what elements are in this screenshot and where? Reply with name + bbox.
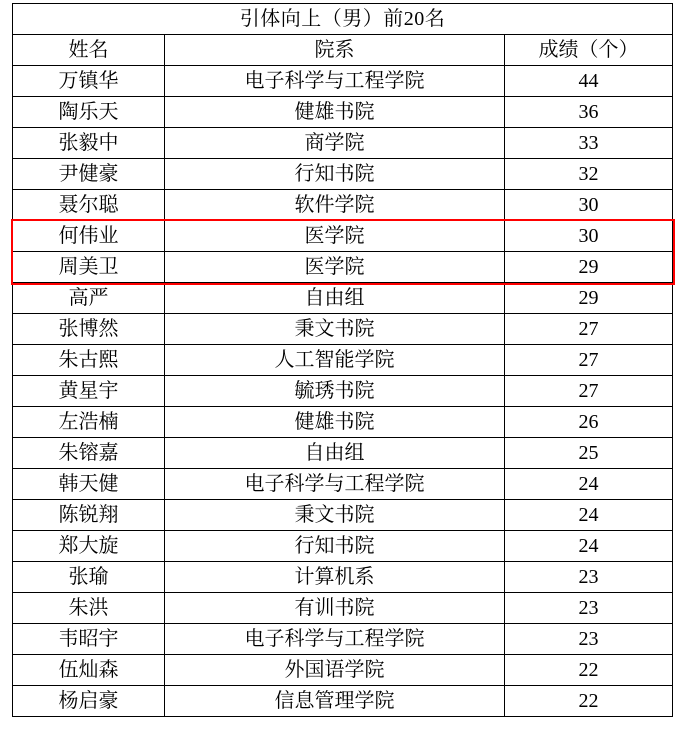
table-title: 引体向上（男）前20名 bbox=[13, 4, 673, 35]
table-row bbox=[13, 128, 673, 159]
document-sheet bbox=[0, 3, 684, 739]
table-row-highlighted bbox=[13, 221, 673, 252]
cell-score: 27 bbox=[505, 345, 673, 376]
cell-name: 张瑜 bbox=[13, 562, 165, 593]
cell-name: 张毅中 bbox=[13, 128, 165, 159]
table-row bbox=[13, 686, 673, 717]
cell-name: 韦昭宇 bbox=[13, 624, 165, 655]
table-body bbox=[13, 4, 673, 717]
cell-score: 22 bbox=[505, 686, 673, 717]
cell-score: 29 bbox=[505, 283, 673, 314]
cell-name: 黄星宇 bbox=[13, 376, 165, 407]
cell-score: 27 bbox=[505, 314, 673, 345]
column-header-name: 姓名 bbox=[13, 35, 165, 66]
table-row-highlighted bbox=[13, 252, 673, 283]
cell-score: 23 bbox=[505, 624, 673, 655]
cell-name: 何伟业 bbox=[13, 221, 165, 252]
cell-name: 伍灿森 bbox=[13, 655, 165, 686]
ranking-table bbox=[12, 3, 673, 717]
cell-dept: 电子科学与工程学院 bbox=[165, 624, 505, 655]
table-row bbox=[13, 407, 673, 438]
table-row bbox=[13, 500, 673, 531]
cell-dept: 信息管理学院 bbox=[165, 686, 505, 717]
cell-score: 32 bbox=[505, 159, 673, 190]
cell-name: 朱洪 bbox=[13, 593, 165, 624]
cell-dept: 毓琇书院 bbox=[165, 376, 505, 407]
table-row bbox=[13, 314, 673, 345]
header-row bbox=[13, 35, 673, 66]
column-header-score: 成绩（个） bbox=[505, 35, 673, 66]
title-row bbox=[13, 4, 673, 35]
cell-score: 23 bbox=[505, 593, 673, 624]
table-row bbox=[13, 624, 673, 655]
cell-score: 22 bbox=[505, 655, 673, 686]
cell-dept: 行知书院 bbox=[165, 159, 505, 190]
table-row bbox=[13, 97, 673, 128]
table-row bbox=[13, 438, 673, 469]
column-header-dept: 院系 bbox=[165, 35, 505, 66]
cell-name: 左浩楠 bbox=[13, 407, 165, 438]
cell-dept: 商学院 bbox=[165, 128, 505, 159]
cell-dept: 软件学院 bbox=[165, 190, 505, 221]
cell-dept: 医学院 bbox=[165, 252, 505, 283]
cell-dept: 外国语学院 bbox=[165, 655, 505, 686]
cell-dept: 医学院 bbox=[165, 221, 505, 252]
cell-dept: 自由组 bbox=[165, 283, 505, 314]
cell-dept: 自由组 bbox=[165, 438, 505, 469]
table-row bbox=[13, 66, 673, 97]
cell-dept: 秉文书院 bbox=[165, 314, 505, 345]
cell-dept: 有训书院 bbox=[165, 593, 505, 624]
cell-score: 23 bbox=[505, 562, 673, 593]
cell-score: 30 bbox=[505, 221, 673, 252]
cell-score: 26 bbox=[505, 407, 673, 438]
cell-dept: 电子科学与工程学院 bbox=[165, 469, 505, 500]
cell-name: 陈锐翔 bbox=[13, 500, 165, 531]
cell-name: 万镇华 bbox=[13, 66, 165, 97]
cell-score: 24 bbox=[505, 500, 673, 531]
table-row bbox=[13, 593, 673, 624]
cell-dept: 计算机系 bbox=[165, 562, 505, 593]
cell-name: 韩天健 bbox=[13, 469, 165, 500]
cell-score: 24 bbox=[505, 531, 673, 562]
cell-score: 36 bbox=[505, 97, 673, 128]
table-row bbox=[13, 376, 673, 407]
table-row bbox=[13, 469, 673, 500]
cell-score: 44 bbox=[505, 66, 673, 97]
cell-dept: 秉文书院 bbox=[165, 500, 505, 531]
table-row bbox=[13, 283, 673, 314]
cell-dept: 行知书院 bbox=[165, 531, 505, 562]
cell-dept: 电子科学与工程学院 bbox=[165, 66, 505, 97]
table-row bbox=[13, 655, 673, 686]
cell-dept: 健雄书院 bbox=[165, 97, 505, 128]
table-row bbox=[13, 562, 673, 593]
table-row bbox=[13, 531, 673, 562]
cell-name: 杨启豪 bbox=[13, 686, 165, 717]
cell-score: 29 bbox=[505, 252, 673, 283]
cell-score: 33 bbox=[505, 128, 673, 159]
cell-name: 陶乐天 bbox=[13, 97, 165, 128]
cell-score: 30 bbox=[505, 190, 673, 221]
cell-name: 尹健豪 bbox=[13, 159, 165, 190]
cell-name: 朱镕嘉 bbox=[13, 438, 165, 469]
cell-name: 高严 bbox=[13, 283, 165, 314]
cell-name: 朱古熙 bbox=[13, 345, 165, 376]
cell-score: 24 bbox=[505, 469, 673, 500]
cell-dept: 健雄书院 bbox=[165, 407, 505, 438]
cell-name: 聂尔聪 bbox=[13, 190, 165, 221]
cell-name: 郑大旋 bbox=[13, 531, 165, 562]
table-row bbox=[13, 190, 673, 221]
cell-score: 27 bbox=[505, 376, 673, 407]
cell-dept: 人工智能学院 bbox=[165, 345, 505, 376]
table-row bbox=[13, 159, 673, 190]
cell-name: 周美卫 bbox=[13, 252, 165, 283]
cell-score: 25 bbox=[505, 438, 673, 469]
table-row bbox=[13, 345, 673, 376]
cell-name: 张博然 bbox=[13, 314, 165, 345]
